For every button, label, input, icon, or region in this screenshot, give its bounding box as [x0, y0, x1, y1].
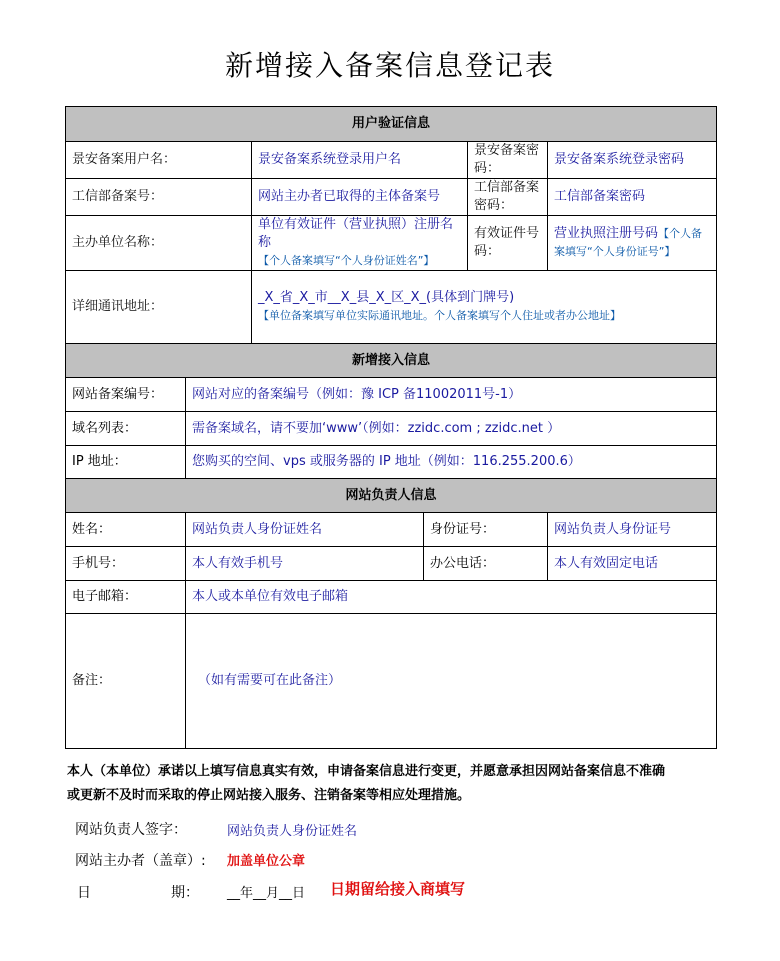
username-value: 景安备案系统登录用户名: [252, 142, 468, 179]
miit-password-value: 工信部备案密码: [548, 179, 717, 216]
domain-list-value: 需备案域名，请不要加‘www’（例如：zzidc.com ; zzidc.net ）: [186, 412, 717, 446]
contact-name-label: 姓名：: [66, 513, 186, 547]
email-label: 电子邮箱：: [66, 581, 186, 614]
section-header-new-access: 新增接入信息: [66, 344, 717, 378]
id-number-label: 身份证号：: [424, 513, 548, 547]
organization-name-label: 主办单位名称：: [66, 216, 252, 271]
office-phone-label: 办公电话：: [424, 547, 548, 581]
organization-name-value: 单位有效证件（营业执照）注册名称: [258, 217, 454, 250]
miit-number-value: 网站主办者已取得的主体备案号: [252, 179, 468, 216]
pledge-line-2: 或更新不及时而采取的停止网站接入服务、注销备案等相应处理措施。: [67, 788, 471, 803]
username-label: 景安备案用户名：: [66, 142, 252, 179]
registration-form-table: [65, 106, 717, 749]
domain-list-label: 域名列表：: [66, 412, 186, 446]
id-number-value: 网站负责人身份证号: [548, 513, 717, 547]
pledge-statement: [67, 760, 719, 808]
section-header-site-contact: 网站负责人信息: [66, 479, 717, 513]
office-phone-value: 本人有效固定电话: [548, 547, 717, 581]
stamp-label: 网站主办者（盖章）:: [75, 853, 206, 869]
address-value: _X_省_X_市__X_县_X_区_X_(具体到门牌号): [258, 290, 515, 305]
remark-value: （如有需要可在此备注）: [186, 614, 717, 749]
ip-address-value: 您购买的空间、vps 或服务器的 IP 地址（例如：116.255.200.6）: [186, 446, 717, 479]
password-label: 景安备案密码：: [468, 142, 548, 179]
date-label-second-part: 期：: [171, 885, 199, 901]
pledge-line-1: 本人（本单位）承诺以上填写信息真实有效，申请备案信息进行变更，并愿意承担因网站备案信息不准确: [67, 764, 666, 779]
signature-value: 网站负责人身份证姓名: [227, 824, 358, 839]
remark-label: 备注：: [66, 614, 186, 749]
address-cell: [252, 271, 717, 344]
address-note: 【单位备案填写单位实际通讯地址。个人备案填写个人住址或者办公地址】: [258, 309, 621, 322]
mobile-label: 手机号：: [66, 547, 186, 581]
organization-name-cell: [252, 216, 468, 271]
miit-password-label: 工信部备案密码：: [468, 179, 548, 216]
certificate-number-cell: [548, 216, 717, 271]
page-title: 新增接入备案信息登记表: [224, 49, 555, 82]
certificate-number-value: 营业执照注册号码: [554, 226, 659, 241]
ip-address-label: IP 地址：: [66, 446, 186, 479]
certificate-number-note-b: 案填写“个人身份证号”】: [554, 245, 676, 258]
email-value: 本人或本单位有效电子邮箱: [186, 581, 717, 614]
signature-label: 网站负责人签字：: [75, 822, 187, 838]
certificate-number-note-a: 【个人备: [658, 227, 703, 240]
date-value: __年__月__日: [227, 886, 306, 901]
miit-number-label: 工信部备案号：: [66, 179, 252, 216]
section-header-user-verification: 用户验证信息: [66, 107, 717, 142]
organization-name-note: 【个人备案填写“个人身份证姓名”】: [258, 254, 435, 267]
site-record-number-label: 网站备案编号：: [66, 378, 186, 412]
date-note: 日期留给接入商填写: [330, 880, 466, 898]
certificate-number-label: 有效证件号码：: [468, 216, 548, 271]
mobile-value: 本人有效手机号: [186, 547, 424, 581]
date-label-first-char: 日: [77, 885, 91, 901]
site-record-number-value: 网站对应的备案编号（例如：豫 ICP 备11002011号-1）: [186, 378, 717, 412]
contact-name-value: 网站负责人身份证姓名: [186, 513, 424, 547]
address-label: 详细通讯地址：: [66, 271, 252, 344]
stamp-value: 加盖单位公章: [227, 854, 306, 869]
password-value: 景安备案系统登录密码: [548, 142, 717, 179]
